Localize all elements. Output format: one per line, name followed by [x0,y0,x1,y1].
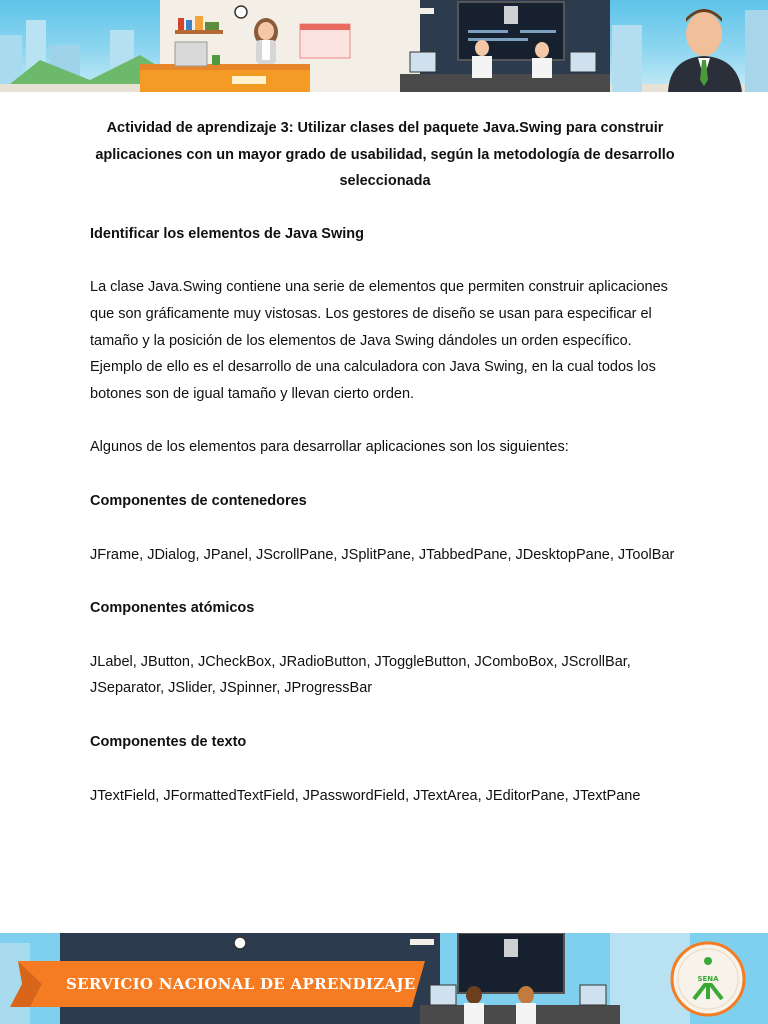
group-heading-atomic: Componentes atómicos [90,600,255,617]
header-banner [0,0,768,92]
group-heading-text: Componentes de texto [90,733,247,750]
group-items-containers: JFrame, JDialog, JPanel, JScrollPane, JSplitPane, JTabbedPane, JDesktopPane, JToolBar [90,546,675,563]
group-heading-containers: Componentes de contenedores [90,492,307,509]
footer-banner [0,933,768,1024]
logo-text: SENA [694,975,722,983]
institution-name: SERVICIO NACIONAL DE APRENDIZAJE [66,975,416,993]
section-heading: Identificar los elementos de Java Swing [90,225,364,242]
intro-paragraph: La clase Java.Swing contiene una serie de elementos que permiten construir aplicaciones que son gráficamente muy vistosas. Los gestores de diseño se usan para especificar el tamaño y la posición de los elementos de Java Swing dándoles un orden específico. Ejemplo de ello es el desarrollo de una calculadora con Java Swing, en la cual todos los botones son de igual tamaño y llevan cierto orden. [90,279,668,402]
document-title: Actividad de aprendizaje 3: Utilizar clases del paquete Java.Swing para construir aplicaciones con un mayor grado de usabilidad, según la metodología de desarrollo seleccionada [95,120,675,190]
group-items-text: JTextField, JFormattedTextField, JPasswordField, JTextArea, JEditorPane, JTextPane [90,787,641,804]
header-illustration [0,0,768,92]
document-body [90,115,680,836]
list-intro: Algunos de los elementos para desarrollar aplicaciones son los siguientes: [90,439,569,456]
group-items-atomic: JLabel, JButton, JCheckBox, JRadioButton, JToggleButton, JComboBox, JScrollBar, JSeparator, JSlider, JSpinner, JProgressBar [90,653,631,697]
